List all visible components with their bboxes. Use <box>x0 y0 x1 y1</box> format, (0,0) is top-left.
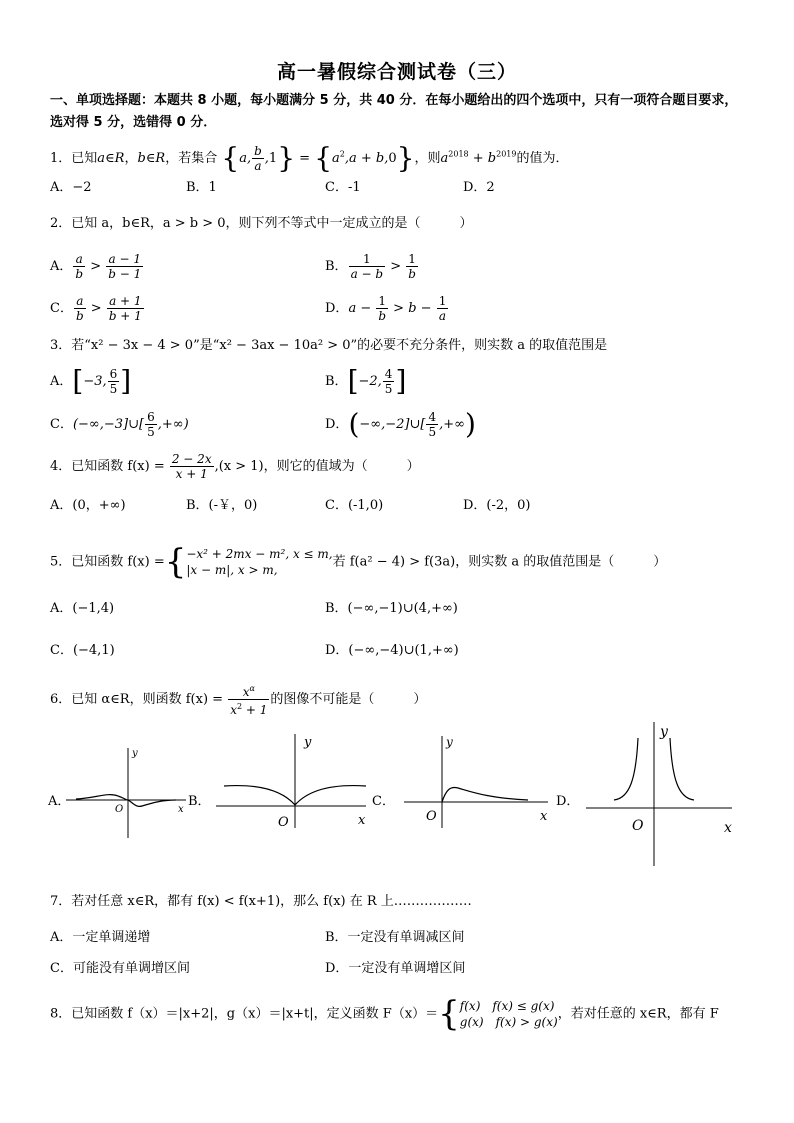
q5-option-a: A．(−1,4) <box>50 601 115 616</box>
question-6: 6．已知 α∈R，则函数 f(x) = $\frac{x^\alpha}{x^2 + 1}$ 的图像不可能是（ ） <box>50 684 427 717</box>
q7-option-a: A．一定单调递增 <box>50 930 151 945</box>
q2-option-c: C． $\frac{a}{b}$ > $\frac{a + 1}{b + 1}$ <box>50 294 142 323</box>
q6-label-c: C． <box>372 794 395 809</box>
q3-option-c: C．(−∞,−3]∪[ $\frac{6}{5}$ ,+∞) <box>50 410 189 439</box>
svg-text:y: y <box>132 748 138 759</box>
svg-text:O: O <box>632 818 644 834</box>
question-3: 3．若“x² − 3x − 4 > 0”是“x² − 3ax − 10a² > 0”的必要不充分条件，则实数 a 的取值范围是 <box>50 338 608 353</box>
q7-option-c: C．可能没有单调增区间 <box>50 961 190 976</box>
q6-label-a: A． <box>48 794 71 809</box>
q1-option-b: B．1 <box>186 180 217 195</box>
q4-option-b: B．(-￥，0) <box>186 498 258 513</box>
svg-text:O: O <box>426 809 437 824</box>
q5-option-d: D．(−∞,−4)∪(1,+∞) <box>325 643 459 658</box>
q3-option-d: D．(−∞,−2]∪[ $\frac{4}{5}$ ,+∞) <box>325 407 476 441</box>
q7-option-d: D．一定没有单调增区间 <box>325 961 466 976</box>
q6-label-d: D． <box>556 794 580 809</box>
svg-text:x: x <box>540 809 548 824</box>
q5-option-c: C．(−4,1) <box>50 643 115 658</box>
q3-option-b: B．[−2, $\frac{4}{5}$ ] <box>325 364 407 398</box>
question-4: 4．已知函数 f(x) = $\frac{2 - 2x}{x + 1}$ ,(x > 1)，则它的值域为（ ） <box>50 452 420 481</box>
q1-option-c: C．-1 <box>325 180 361 195</box>
svg-text:O: O <box>278 815 289 830</box>
question-5: 5．已知函数 f(x) ={ −x² + 2mx − m², x ≤ m, |x − m|, x > m, 若 f(a² − 4) > f(3a)，则实数 a 的取值范围是（ ） <box>50 542 667 582</box>
q1-option-d: D．2 <box>463 180 495 195</box>
svg-text:x: x <box>358 813 366 828</box>
question-2: 2．已知 a，b∈R，a > b > 0，则下列不等式中一定成立的是（ ） <box>50 216 473 231</box>
q4-option-c: C．(-1,0) <box>325 498 384 513</box>
q6-label-b: B． <box>188 794 211 809</box>
svg-text:x: x <box>178 804 184 815</box>
graph-d <box>584 718 740 868</box>
svg-text:y: y <box>446 735 453 749</box>
svg-text:O: O <box>115 804 124 815</box>
q2-option-a: A． $\frac{a}{b}$ > $\frac{a - 1}{b - 1}$ <box>50 252 142 281</box>
question-1: 1．已知a∈R，b∈R，若集合 {a, $\frac{b}{a}$ $,1\} = \{a^2,a + b,0\}$，则$a^{2018} + b^{2019}$的值为． <box>50 141 569 175</box>
q7-option-b: B．一定没有单调减区间 <box>325 930 465 945</box>
page-title: 高一暑假综合测试卷（三） <box>276 61 517 83</box>
q2-option-b: B． $\frac{1}{a - b}$ > $\frac{1}{b}$ <box>325 252 416 281</box>
graph-a <box>66 744 190 840</box>
svg-text:y: y <box>304 735 312 750</box>
q4-option-d: D．(-2，0) <box>463 498 531 513</box>
question-8: 8．已知函数 f（x）＝|x+2|，g（x）＝|x+t|，定义函数 F（x）＝{ f(x) f(x) ≤ g(x) g(x) f(x) > g(x) ，若对任意的 x∈R，都有 F <box>50 994 719 1034</box>
q5-option-b: B．(−∞,−1)∪(4,+∞) <box>325 601 458 616</box>
q3-option-a: A．[−3, $\frac{6}{5}$ ] <box>50 364 132 398</box>
svg-text:x: x <box>724 820 732 836</box>
svg-text:y: y <box>660 724 668 740</box>
q1-option-a: A．−2 <box>50 180 92 195</box>
graph-c <box>402 732 552 832</box>
section-heading: 一、单项选择题：本题共 8 小题，每小题满分 5 分，共 40 分．在每小题给出的四个选项中，只有一项符合题目要求，选对得 5 分，选错得 0 分． <box>50 93 738 130</box>
question-7: 7．若对任意 x∈R，都有 f(x) < f(x+1)，那么 f(x) 在 R 上……………… <box>50 894 472 909</box>
graph-b <box>214 730 374 830</box>
q2-option-d: D．a − $\frac{1}{b}$ > b − $\frac{1}{a}$ <box>325 294 447 323</box>
q4-option-a: A．(0，+∞) <box>50 498 126 513</box>
